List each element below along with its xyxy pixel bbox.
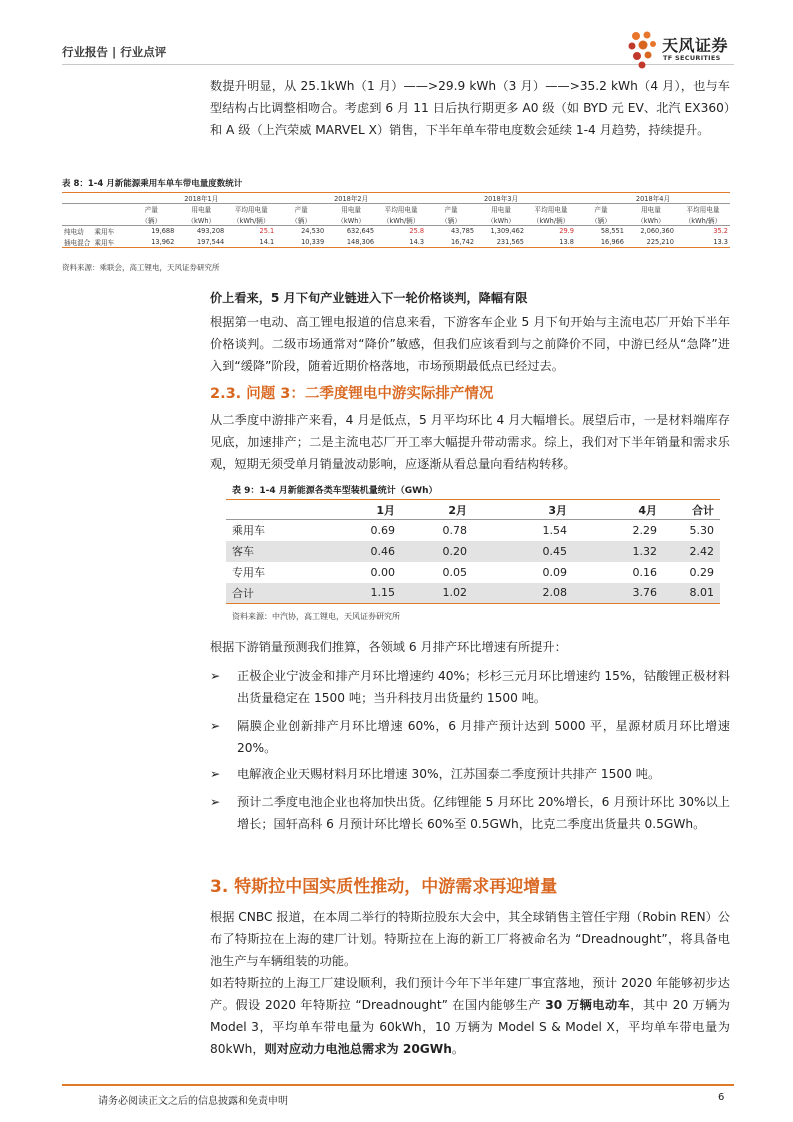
- table8-category-cell: 乘用车: [92, 237, 126, 248]
- table8-col-header: 用电量: [191, 206, 212, 215]
- table8-col-header: 平均用电量: [384, 206, 418, 215]
- table9: [226, 499, 720, 604]
- table9-cell: 2.29: [632, 523, 657, 537]
- table9-cell: 0.78: [442, 523, 467, 537]
- table8-cell: 632,645: [326, 226, 376, 237]
- table-row: [226, 562, 720, 583]
- table9-header-row: [226, 500, 720, 520]
- table9-cell: 0.09: [542, 565, 567, 579]
- table8-unit: （辆）: [591, 216, 611, 225]
- table8-cell: 493,208: [176, 226, 226, 237]
- table9-cell: 2.08: [473, 583, 573, 604]
- table9-cell: 乘用车: [232, 524, 265, 538]
- table8-cell: 19,688: [126, 226, 176, 237]
- intro-paragraph: 数提升明显，从 25.1kWh（1 月）——>29.9 kWh（3 月）——>35.2 kWh（4 月），也与车型结构占比调整相吻合。考虑到 6 月 11 日后执行期更多 A0 级（如 BYD 元 EV、北汽 EX360）和 A 级（上汽荣威 MARVEL X）销售，下半年单车带电度数会延续 1-4 月趋势，持续提升。: [210, 79, 730, 137]
- table8: [62, 192, 730, 248]
- table8-header-row: [62, 204, 730, 215]
- table9-cell: 0.05: [442, 565, 467, 579]
- table8-cell: 25.1: [226, 226, 276, 237]
- tesla-text-bold1: 30 万辆电动车: [545, 998, 631, 1012]
- arrow-bullet-icon: ➢: [210, 719, 221, 733]
- page-number: 6: [718, 1092, 725, 1103]
- table8-cell: 13,962: [126, 237, 176, 248]
- table8-cell: 29.9: [526, 226, 576, 237]
- table8-unit: （kWh/辆）: [684, 216, 722, 225]
- logo-name-cn: 天风证券: [662, 36, 729, 55]
- table8-unit: （辆）: [141, 216, 162, 225]
- table9-header: 1月: [316, 500, 401, 520]
- table8-month: 2018年3月: [426, 193, 576, 204]
- table9-cell: 0.46: [316, 541, 401, 562]
- table8-type-cell: 插电混合: [62, 237, 92, 248]
- bullet-text: 预计二季度电池企业也将加快出货。亿纬锂能 5 月环比 20%增长，6 月预计环比 30%以上增长；国轩高科 6 月预计环比增长 60%至 0.5GWh，比克二季度出货量共 0.5GWh。: [237, 795, 730, 831]
- table8-cell: 35.2: [676, 226, 730, 237]
- table8-col-header: 产量: [144, 206, 158, 215]
- section-2-3-heading: 2.3. 问题 3：二季度锂电中游实际排产情况: [210, 386, 494, 402]
- table8-unit: （辆）: [291, 216, 312, 225]
- table9-cell: 1.15: [316, 583, 401, 604]
- table9-header: 4月: [573, 500, 663, 520]
- table8-cell: 13.8: [526, 237, 576, 248]
- table8-unit: （kWh/辆）: [532, 216, 570, 225]
- footer-divider: [62, 1084, 734, 1086]
- list-item: [210, 665, 730, 709]
- table9-cell: 0.20: [401, 541, 473, 562]
- table9-cell: 0.29: [689, 565, 714, 579]
- table8-col-header: 产量: [444, 206, 458, 215]
- tesla-text-part2: ，其中 20 万辆为 Model 3，平均单车带电量为 60kWh，10 万辆为 Model S & Model X，平均单车带电量为 80kWh，: [210, 998, 730, 1056]
- table9-cell: 合计: [226, 583, 316, 604]
- arrow-bullet-icon: ➢: [210, 767, 221, 781]
- tesla-text-part3: 。: [451, 1042, 465, 1056]
- table8-cell: 231,565: [476, 237, 526, 248]
- table9-cell: 0.45: [473, 541, 573, 562]
- tesla-text-bold2: 则对应动力电池总需求为 20GWh: [264, 1042, 452, 1056]
- table9-cell: 3.76: [573, 583, 663, 604]
- arrow-bullet-icon: ➢: [210, 795, 221, 809]
- table8-row-phev: [62, 237, 730, 248]
- list-item: [210, 791, 730, 835]
- table8-col-header: 用电量: [491, 206, 511, 215]
- company-logo: [626, 30, 736, 72]
- logo-mark-icon: [626, 30, 660, 70]
- tesla-paragraph-1: 根据 CNBC 报道，在本周二举行的特斯拉股东大会中，其全球销售主管任宇翔（Robin REN）公布了特斯拉在上海的建厂计划。特斯拉在上海的新工厂将被命名为 “Dreadnought”，将具备电池生产与车辆组装的功能。: [210, 910, 730, 968]
- section-2-3-paragraph: 从二季度中游排产来看，4 月是低点，5 月平均环比 4 月大幅增长。展望后市，一是材料端库存见底，加速排产；二是主流电芯厂开工率大幅提升带动需求。综上，我们对下半年销量和需求乐观，短期无须受单月销量波动影响，应逐渐从看总量向看结构转移。: [210, 413, 730, 471]
- table8-cell: 14.3: [376, 237, 426, 248]
- bullet-text: 隔膜企业创新排产月环比增速 60%，6 月排产预计达到 5000 平，星源材质月环比增速 20%。: [237, 719, 730, 755]
- forecast-intro: 根据下游销量预测我们推算，各领域 6 月排产环比增速有所提升：: [210, 640, 567, 654]
- table9-header: 2月: [401, 500, 473, 520]
- table8-cell: 58,551: [576, 226, 626, 237]
- table-row: [226, 520, 720, 541]
- table8-unit: （kWh）: [487, 216, 515, 225]
- table8-unit: （kWh/辆）: [382, 216, 420, 225]
- table9-cell: 0.00: [370, 565, 395, 579]
- table9-cell: 1.32: [573, 541, 663, 562]
- table8-cell: 225,210: [626, 237, 676, 248]
- table8-cell: 1,309,462: [476, 226, 526, 237]
- table8-row-bev: [62, 226, 730, 237]
- list-item: [210, 715, 730, 759]
- table8-col-header: 用电量: [641, 206, 661, 215]
- table9-header: 合计: [663, 500, 720, 520]
- table8-cell: 16,966: [576, 237, 626, 248]
- table8-type-cell: 纯电动: [62, 226, 92, 237]
- table9-cell: 5.30: [689, 523, 714, 537]
- section-3-heading: 3. 特斯拉中国实质性推动，中游需求再迎增量: [210, 877, 558, 897]
- table8-category-cell: 乘用车: [92, 226, 126, 237]
- table9-cell: 1.02: [401, 583, 473, 604]
- table9-cell: 0.16: [632, 565, 657, 579]
- table9-cell: 2.42: [663, 541, 720, 562]
- table8-col-header: 平均用电量: [686, 206, 720, 215]
- footer-disclaimer: 请务必阅读正文之后的信息披露和免责申明: [98, 1096, 288, 1107]
- table8-col-header: 用电量: [341, 206, 362, 215]
- table8-cell: 13.3: [676, 237, 730, 248]
- table9-cell: 8.01: [663, 583, 720, 604]
- tesla-paragraph-2: [210, 972, 730, 1060]
- table9-title: 表 9：1-4 月新能源各类车型装机量统计（GWh）: [232, 486, 438, 496]
- bullet-text: 电解液企业天赐材料月环比增速 30%，江苏国泰二季度预计共排产 1500 吨。: [237, 767, 661, 781]
- table9-cell: 1.54: [542, 523, 567, 537]
- price-heading: 价上看来，5 月下旬产业链进入下一轮价格谈判，降幅有限: [210, 291, 528, 305]
- table8-unit-row: [62, 215, 730, 226]
- table8-cell: 25.8: [376, 226, 426, 237]
- table8-unit: （kWh）: [187, 216, 216, 225]
- table8-month: 2018年4月: [576, 193, 730, 204]
- table8-source: 资料来源：乘联会，高工锂电，天风证券研究所: [62, 263, 220, 272]
- table8-col-header: 平均用电量: [534, 206, 568, 215]
- tesla-text-part1: 如若特斯拉的上海工厂建设顺利，我们预计今年下半年建厂事宜落地，预计 2020 年能够初步达产。假设 2020 年特斯拉 “Dreadnought” 在国内能够生产: [210, 976, 730, 1012]
- table9-cell: 客车: [226, 541, 316, 562]
- table8-cell: 148,306: [326, 237, 376, 248]
- table8-cell: 10,339: [276, 237, 326, 248]
- table9-cell: 专用车: [232, 566, 265, 579]
- table8-col-header: 产量: [594, 206, 608, 215]
- list-item: [210, 763, 730, 785]
- table-row: [226, 583, 720, 604]
- table-row: [226, 541, 720, 562]
- table9-header: 3月: [473, 500, 573, 520]
- report-category-header: 行业报告 | 行业点评: [62, 45, 167, 59]
- table8-cell: 16,742: [426, 237, 476, 248]
- table8-unit: （kWh）: [637, 216, 665, 225]
- table8-unit: （辆）: [441, 216, 461, 225]
- arrow-bullet-icon: ➢: [210, 669, 221, 683]
- table8-cell: 14.1: [226, 237, 276, 248]
- logo-name-en: TF SECURITIES: [663, 54, 721, 62]
- table9-header: [226, 500, 316, 520]
- table8-cell: 24,530: [276, 226, 326, 237]
- table9-cell: 0.69: [370, 523, 395, 537]
- table8-unit: （kWh/辆）: [232, 216, 270, 225]
- table8-month: 2018年2月: [276, 193, 426, 204]
- table8-unit: （kWh）: [337, 216, 365, 225]
- table8-month: 2018年1月: [126, 193, 276, 204]
- price-paragraph: 根据第一电动、高工锂电报道的信息来看，下游客车企业 5 月下旬开始与主流电芯厂开始下半年价格谈判。二级市场通常对“降价”敏感，但我们应该看到与之前降价不同，中游已经从“急降”进入到“缓降”阶段，随着近期价格落地，市场预期最低点已经过去。: [210, 315, 730, 373]
- table8-cell: 197,544: [176, 237, 226, 248]
- table8-col-header: 产量: [294, 206, 308, 215]
- table8-col-header: 平均用电量: [234, 206, 268, 215]
- table8-title: 表 8：1-4 月新能源乘用车单车带电量度数统计: [62, 179, 243, 189]
- table9-source: 资料来源：中汽协，高工锂电，天风证券研究所: [232, 612, 400, 621]
- bullet-text: 正极企业宁波金和排产月环比增速约 40%；杉杉三元月环比增速约 15%，钴酸锂正极材料出货量稳定在 1500 吨；当升科技月出货量约 1500 吨。: [237, 669, 730, 705]
- table8-month-row: [62, 193, 730, 204]
- table8-cell: 2,060,360: [626, 226, 676, 237]
- table8-cell: 43,785: [426, 226, 476, 237]
